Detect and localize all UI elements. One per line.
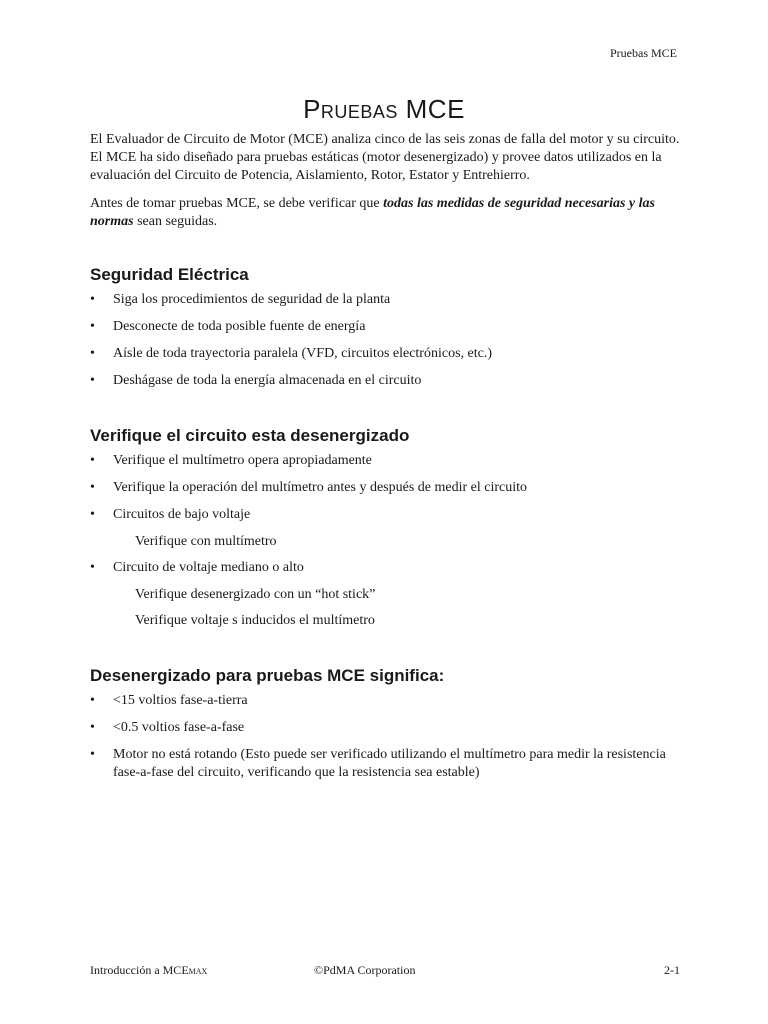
- list-item: • Circuitos de bajo voltaje: [90, 506, 680, 524]
- safety-text-after: sean seguidas.: [133, 214, 218, 229]
- footer-title-suffix: max: [188, 963, 208, 977]
- list-item: • Siga los procedimientos de seguridad de la planta: [90, 291, 680, 309]
- list-item: • Desconecte de toda posible fuente de energía: [90, 318, 680, 336]
- list-item: • <0.5 voltios fase-a-fase: [90, 719, 680, 737]
- list-item: • Deshágase de toda la energía almacenada en el circuito: [90, 372, 680, 390]
- list-item: • Aísle de toda trayectoria paralela (VFD, circuitos electrónicos, etc.): [90, 345, 680, 363]
- list-item: • Motor no está rotando (Esto puede ser verificado utilizando el multímetro para medir la resistencia fase-a-fase del circuito, verificando que la resistencia sea estable): [90, 746, 680, 782]
- safety-emphasis: todas las medidas de seguridad necesarias y las normas: [90, 196, 655, 229]
- section-heading-deenergized-meaning: Desenergizado para pruebas MCE significa:: [90, 666, 445, 685]
- list-item: • <15 voltios fase-a-tierra: [90, 692, 680, 710]
- page-number: 2-1: [664, 963, 680, 977]
- list-item: • Circuito de voltaje mediano o alto: [90, 559, 680, 577]
- footer-title-prefix: Introducción a MCE: [90, 963, 189, 977]
- list-item: • Verifique la operación del multímetro antes y después de medir el circuito: [90, 479, 680, 497]
- section-heading-electrical-safety: Seguridad Eléctrica: [90, 265, 249, 284]
- sub-item: Verifique con multímetro: [135, 534, 277, 549]
- section-heading-verify-deenergized: Verifique el circuito esta desenergizado: [90, 426, 410, 445]
- footer-document-title: [90, 963, 207, 978]
- intro-paragraph: El Evaluador de Circuito de Motor (MCE) analiza cinco de las seis zonas de falla del motor y su circuito. El MCE ha sido diseñado para pruebas estáticas (motor desenergizado) y provee datos utilizados en la evaluación del Circuito de Potencia, Aislamiento, Rotor, Estator y Entrehierro.: [90, 132, 680, 183]
- sub-item: Verifique desenergizado con un “hot stick”: [135, 587, 376, 602]
- page-footer: [90, 963, 680, 979]
- list-item: • Verifique el multímetro opera apropiadamente: [90, 452, 680, 470]
- electrical-safety-list: [90, 291, 680, 390]
- safety-text-before: Antes de tomar pruebas MCE, se debe verificar que: [90, 196, 384, 211]
- footer-copyright: ©PdMA Corporation: [314, 963, 416, 977]
- sub-item: Verifique voltaje s inducidos el multímetro: [135, 613, 375, 628]
- page-title: Pruebas MCE: [303, 94, 465, 124]
- deenergized-meaning-list: [90, 692, 680, 782]
- safety-paragraph: [90, 195, 680, 231]
- verify-deenergized-list-continued: [90, 559, 680, 577]
- running-header: Pruebas MCE: [610, 46, 677, 60]
- document-body: [90, 131, 680, 791]
- verify-deenergized-list: [90, 452, 680, 524]
